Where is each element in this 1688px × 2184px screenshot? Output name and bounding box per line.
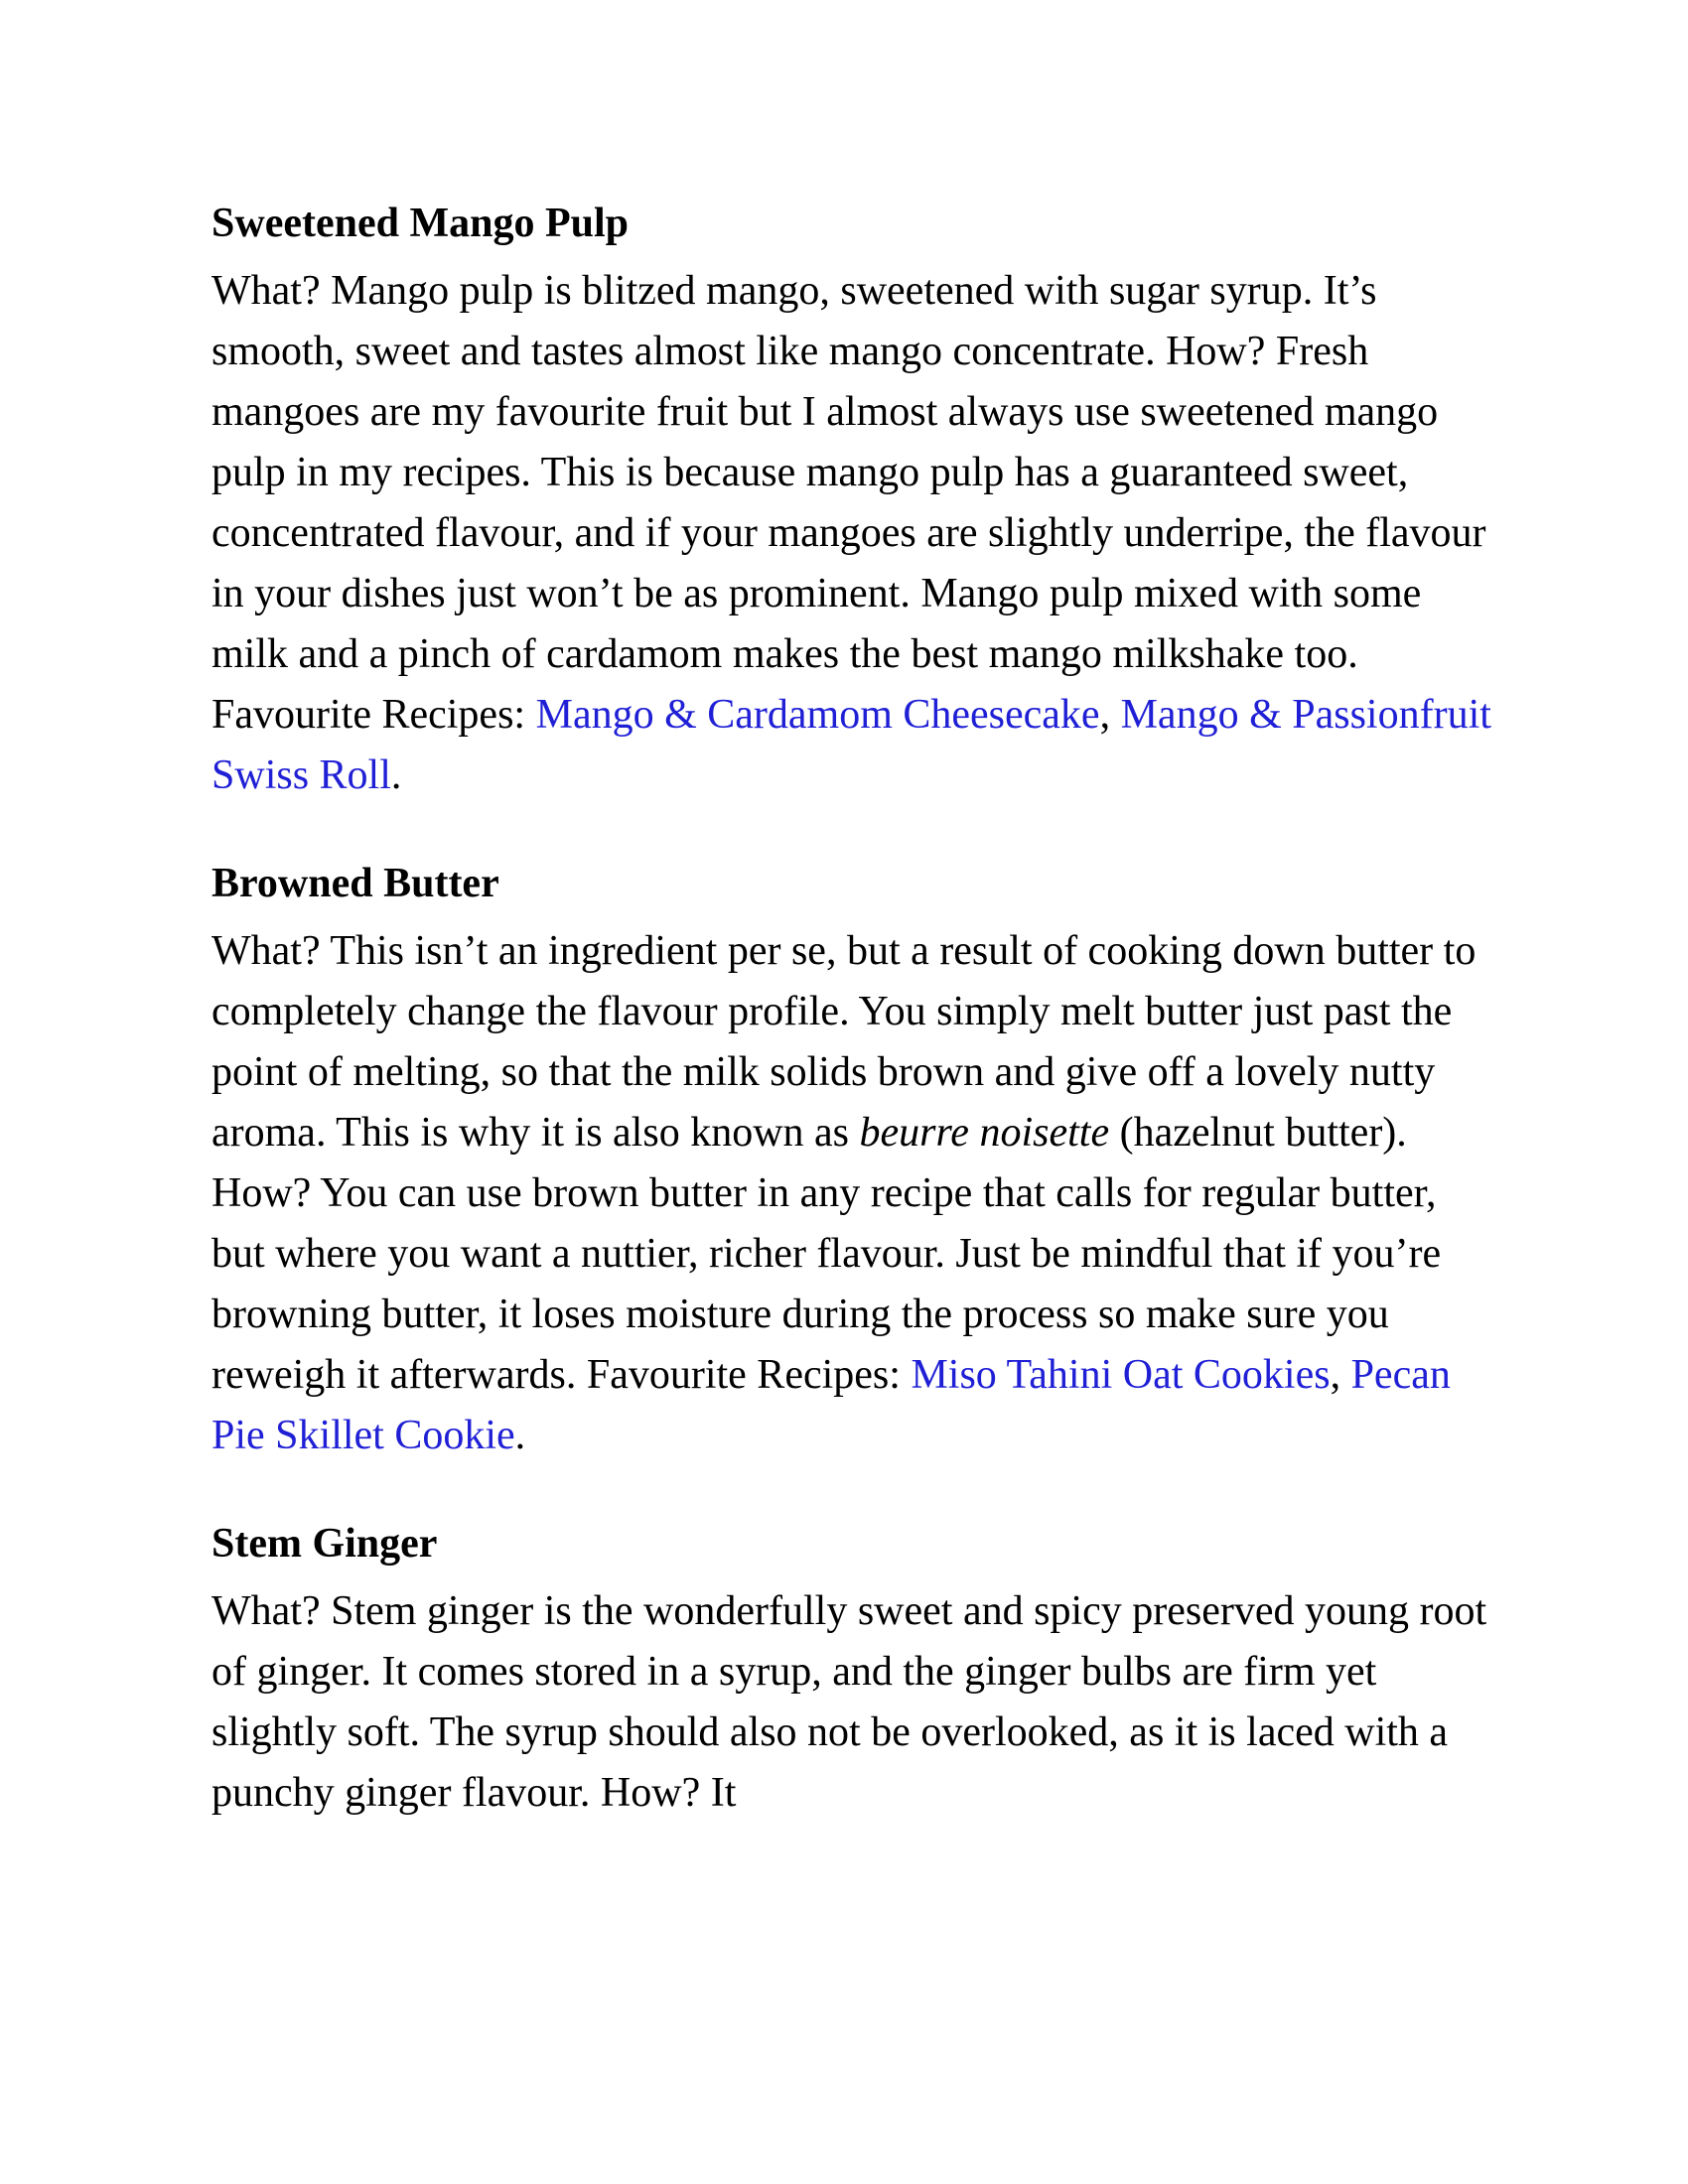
- section-body: [211, 261, 1492, 806]
- terminal-period: .: [514, 1413, 526, 1458]
- section-spacer: [211, 806, 1492, 854]
- body-text: What? Stem ginger is the wonderfully sweet and spicy preserved young root of ginger. It comes stored in a syrup, and the ginger bulbs are firm yet slightly soft. The syrup should also not be overlooked, as it is laced with a punchy ginger flavour. How? It: [211, 1588, 1487, 1816]
- section-browned-butter: [211, 854, 1492, 1466]
- italic-term: beurre noisette: [859, 1110, 1110, 1156]
- section-heading: Stem Ginger: [211, 1521, 438, 1567]
- section-spacer: [211, 1466, 1492, 1514]
- terminal-period: .: [390, 752, 402, 798]
- document-page: [211, 194, 1492, 1824]
- section-sweetened-mango-pulp: [211, 194, 1492, 806]
- body-text: (hazelnut butter). How? You can use brown butter in any recipe that calls for regular butter, but where you want a nuttier, richer flavour. Just be mindful that if you’re browning butter, it loses moisture during the process so make sure you reweigh it afterwards. Favourite Recipes:: [211, 1110, 1442, 1398]
- recipe-link-mango-cardamom-cheesecake[interactable]: Mango & Cardamom Cheesecake: [535, 692, 1100, 738]
- body-text: What? Mango pulp is blitzed mango, sweetened with sugar syrup. It’s smooth, sweet and tastes almost like mango concentrate. How? Fresh mangoes are my favourite fruit but I almost always use sweetened mango pulp in my recipes. This is because mango pulp has a guaranteed sweet, concentrated flavour, and if your mangoes are slightly underripe, the flavour in your dishes just won’t be as prominent. Mango pulp mixed with some milk and a pinch of cardamom makes the best mango milkshake too. Favourite Recipes:: [211, 268, 1486, 738]
- recipe-link-mango-passionfruit-swiss-roll[interactable]: Mango & Passionfruit Swiss Roll: [211, 692, 1491, 798]
- separator: ,: [1099, 692, 1121, 738]
- recipe-link-miso-tahini-oat-cookies[interactable]: Miso Tahini Oat Cookies: [911, 1352, 1331, 1398]
- body-text: What? This isn’t an ingredient per se, but a result of cooking down butter to completely change the flavour profile. You simply melt butter just past the point of melting, so that the milk solids brown and give off a lovely nutty aroma. This is why it is also known as: [211, 928, 1477, 1156]
- section-heading: Sweetened Mango Pulp: [211, 201, 629, 246]
- separator: ,: [1330, 1352, 1351, 1398]
- section-heading: Browned Butter: [211, 861, 499, 906]
- section-body: [211, 1581, 1492, 1824]
- section-body: [211, 921, 1492, 1466]
- recipe-link-pecan-pie-skillet-cookie[interactable]: Pecan Pie Skillet Cookie: [211, 1352, 1451, 1458]
- section-stem-ginger: [211, 1514, 1492, 1824]
